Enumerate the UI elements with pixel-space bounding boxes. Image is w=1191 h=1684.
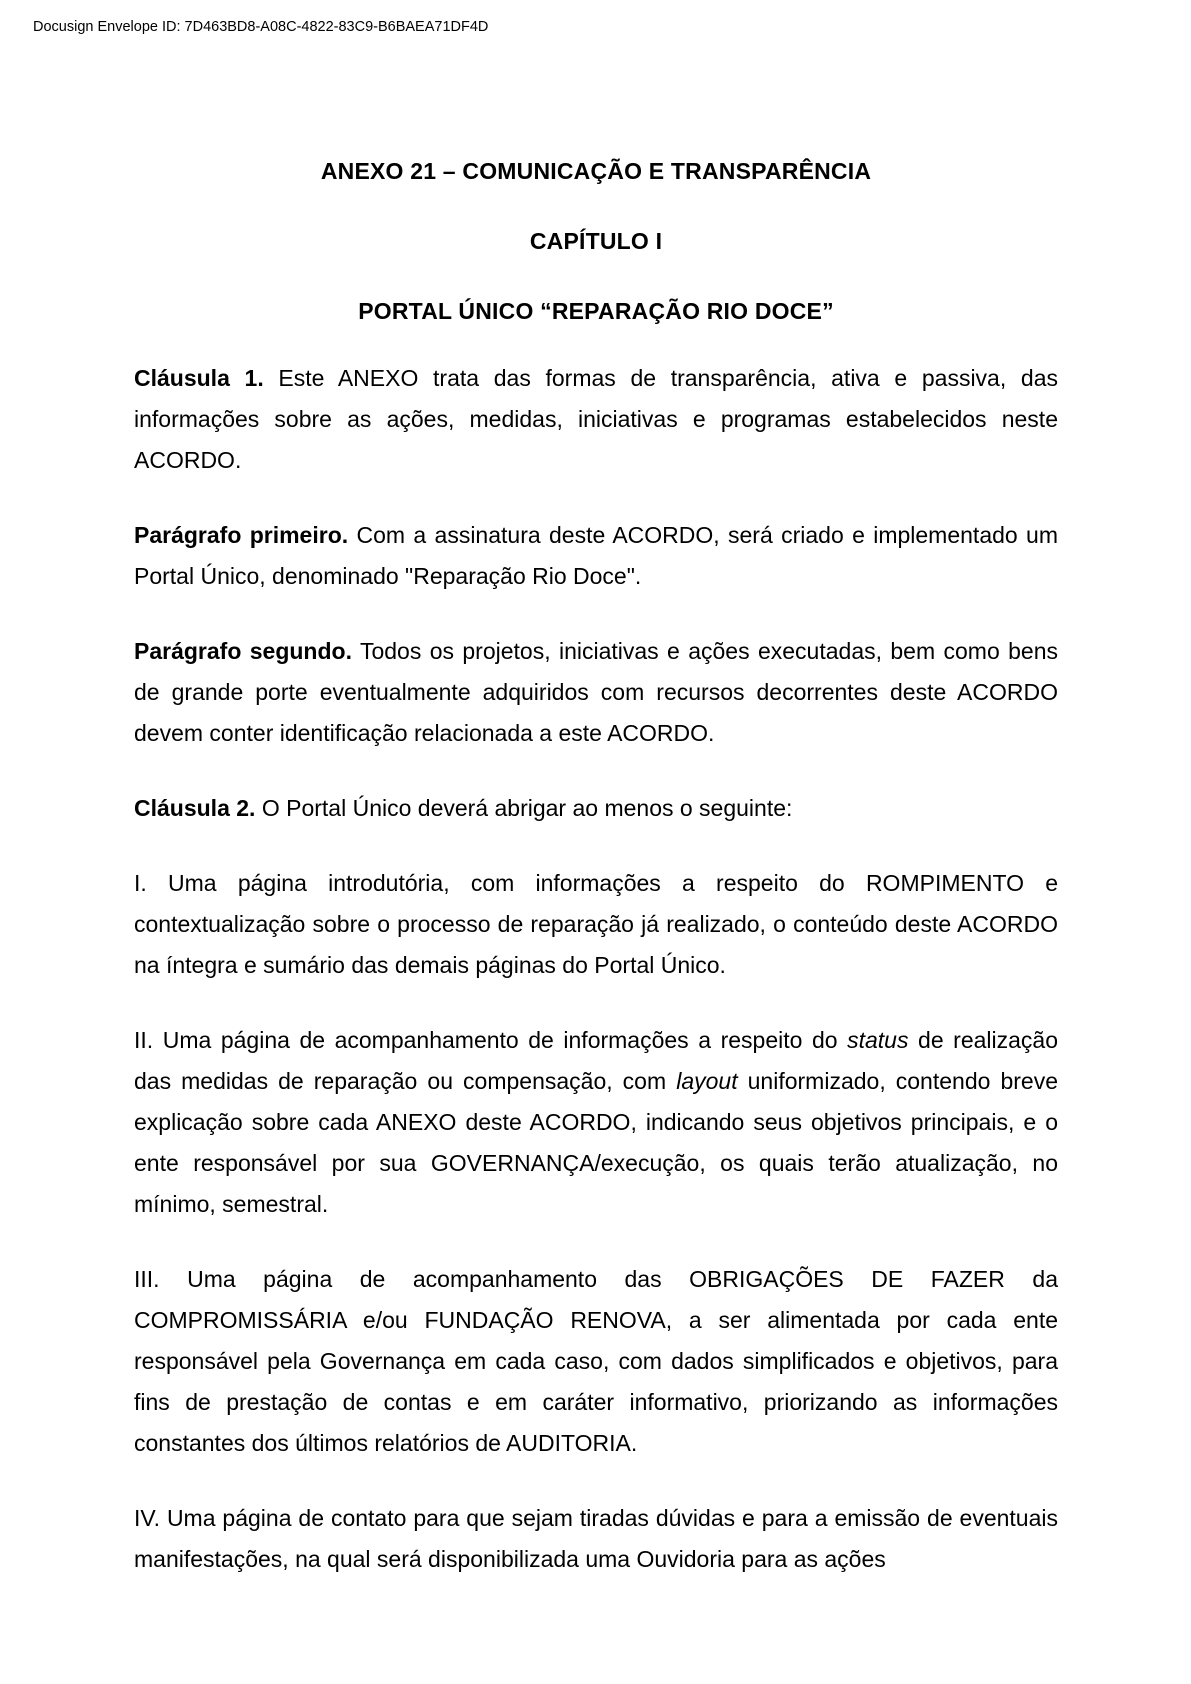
text-segment: Parágrafo segundo. — [134, 638, 352, 664]
paragraph-item-ii — [134, 1020, 1058, 1225]
text-segment: layout — [676, 1068, 738, 1094]
paragraph-item-iii — [134, 1259, 1058, 1464]
text-segment: Todos os projetos, iniciativas e ações executadas, bem como bens de grande porte eventualmente adquiridos com recursos decorrentes deste ACORDO devem conter identificação relacionada a este ACORDO. — [134, 638, 1058, 746]
paragraph-clausula-1 — [134, 358, 1058, 481]
paragraphs-container — [134, 358, 1058, 1580]
paragraph-paragrafo-primeiro — [134, 515, 1058, 597]
document-headings — [134, 0, 1058, 333]
text-segment: de realização das medidas de reparação ou compensação, com — [134, 1027, 1058, 1094]
text-segment: status — [847, 1027, 909, 1053]
text-segment: O Portal Único deverá abrigar ao menos o seguinte: — [255, 795, 793, 821]
paragraph-item-i — [134, 863, 1058, 986]
paragraph-clausula-2 — [134, 788, 1058, 829]
text-segment: Cláusula 1. — [134, 365, 264, 391]
text-segment: Cláusula 2. — [134, 795, 256, 821]
paragraph-item-iv — [134, 1498, 1058, 1580]
text-segment: III. Uma página de acompanhamento das OBRIGAÇÕES DE FAZER da COMPROMISSÁRIA e/ou FUNDAÇÃO RENOVA, a ser alimentada por cada ente responsável pela Governança em cada caso, com dados simplificados e objetivos, para fins de prestação de contas e em caráter informativo, priorizando as informações constantes dos últimos relatórios de AUDITORIA. — [134, 1266, 1058, 1456]
text-segment: Este ANEXO trata das formas de transparência, ativa e passiva, das informações sobre as ações, medidas, iniciativas e programas estabelecidos neste ACORDO. — [134, 365, 1058, 473]
section-heading: PORTAL ÚNICO “REPARAÇÃO RIO DOCE” — [358, 298, 834, 324]
text-segment: Parágrafo primeiro. — [134, 522, 349, 548]
text-segment: IV. Uma página de contato para que sejam tiradas dúvidas e para a emissão de eventuais manifestações, na qual será disponibilizada uma Ouvidoria para as ações — [134, 1505, 1058, 1572]
docusign-envelope-id: Docusign Envelope ID: 7D463BD8-A08C-4822-83C9-B6BAEA71DF4D — [33, 19, 489, 35]
text-segment: uniformizado, contendo breve explicação sobre cada ANEXO deste ACORDO, indicando seus objetivos principais, e o ente responsável por sua GOVERNANÇA/execução, os quais terão atualização, no mínimo, semestral. — [134, 1068, 1058, 1217]
text-segment: I. Uma página introdutória, com informações a respeito do ROMPIMENTO e contextualização sobre o processo de reparação já realizado, o conteúdo deste ACORDO na íntegra e sumário das demais páginas do Portal Único. — [134, 870, 1058, 978]
text-segment: Com a assinatura deste ACORDO, será criado e implementado um Portal Único, denominado "Reparação Rio Doce". — [134, 522, 1058, 589]
chapter-heading: CAPÍTULO I — [529, 228, 663, 254]
document-title: ANEXO 21 – COMUNICAÇÃO E TRANSPARÊNCIA — [320, 158, 872, 184]
document-content — [134, 0, 1058, 1580]
text-segment: II. Uma página de acompanhamento de informações a respeito do — [134, 1027, 848, 1053]
paragraph-paragrafo-segundo — [134, 631, 1058, 754]
